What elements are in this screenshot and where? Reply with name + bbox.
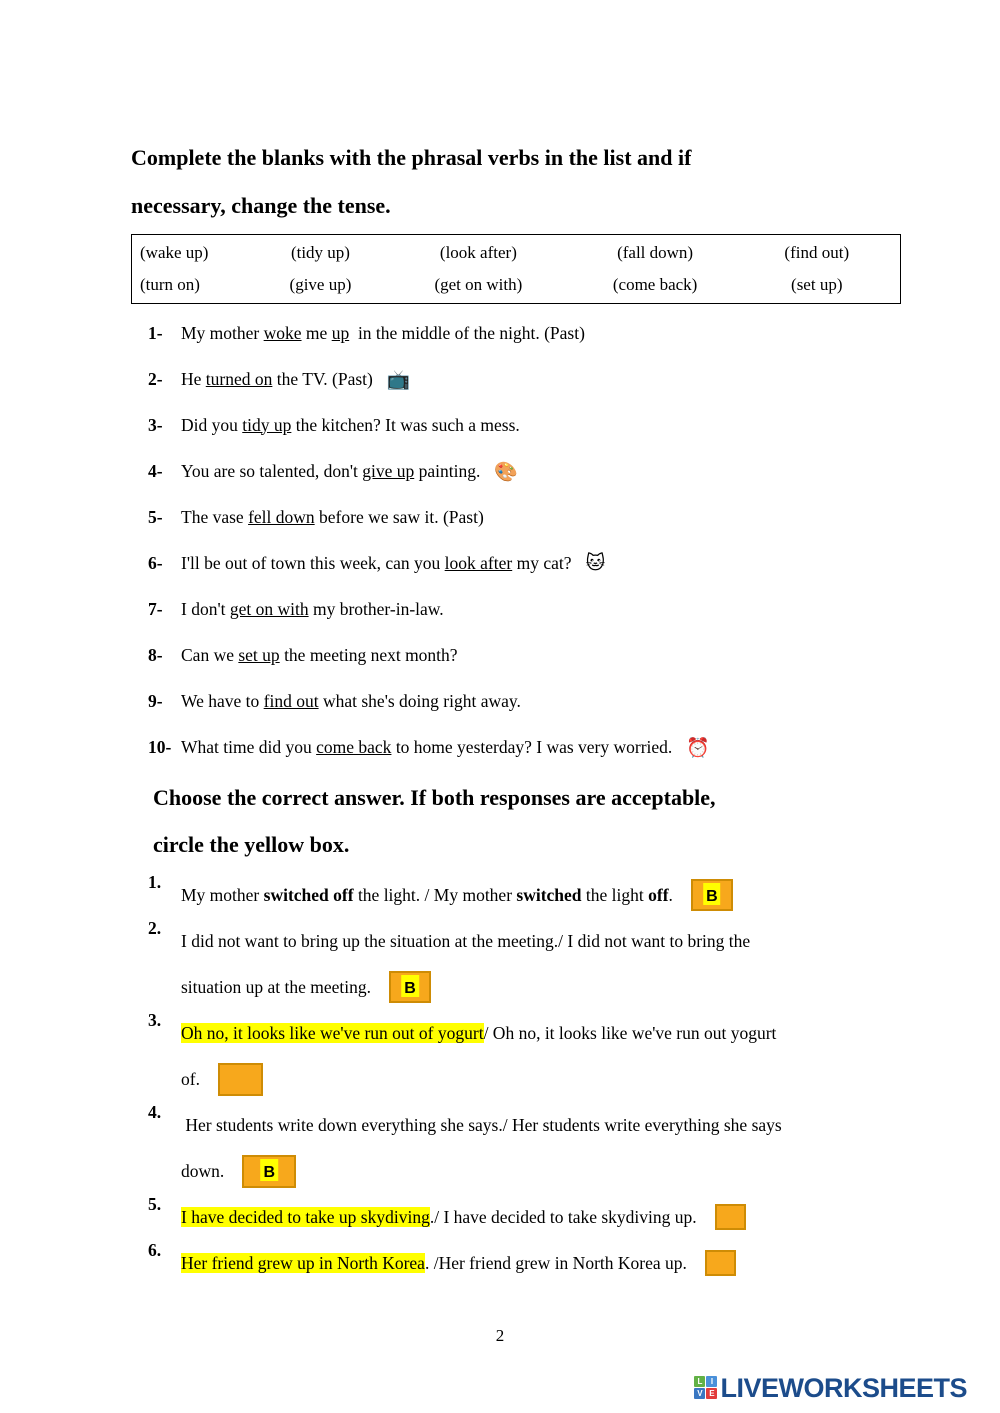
- exercise2-item: [131, 1240, 901, 1286]
- logo-square-v: V: [694, 1388, 705, 1399]
- sentence-text: my brother-in-law.: [308, 598, 444, 619]
- exercise2-item: [131, 1194, 901, 1240]
- highlighted-answer: Oh no, it looks like we've run out of yogurt: [181, 1022, 484, 1043]
- sentence-text: We have to: [181, 690, 264, 711]
- answer-box-label: B: [260, 1159, 278, 1181]
- item-number: 5.: [148, 1194, 162, 1214]
- exercise1-item: [131, 540, 901, 586]
- answer-box[interactable]: [218, 1063, 263, 1096]
- item-body: [181, 872, 901, 918]
- item-sentence: [181, 931, 750, 952]
- word-bank-row: [140, 237, 892, 269]
- word-bank-item: (wake up): [140, 243, 209, 262]
- sentence-text: the light: [581, 884, 649, 905]
- word-bank-item: (tidy up): [290, 243, 350, 262]
- underlined-phrasal-verb: turned on: [205, 368, 273, 389]
- sentence-text: situation up at the meeting.: [181, 976, 372, 997]
- underlined-phrasal-verb: fell down: [248, 506, 315, 527]
- sentence-text: .: [668, 884, 673, 905]
- sentence-text: in the middle of the night. (Past): [349, 322, 585, 343]
- sentence-text: My mother: [181, 322, 264, 343]
- item-number: 9-: [148, 690, 163, 711]
- item-sentence: [181, 1161, 224, 1182]
- sentence-text: . /Her friend grew in North Korea up.: [424, 1252, 687, 1273]
- word-bank-item: (find out): [784, 243, 850, 262]
- answer-box[interactable]: [242, 1155, 296, 1188]
- exercise1-item: [131, 724, 901, 770]
- item-line: [181, 1194, 901, 1240]
- exercise2-title-line2: circle the yellow box.: [153, 832, 350, 857]
- worksheet-content: [131, 134, 901, 1286]
- alarm-clock-emoji: ⏰: [686, 736, 710, 759]
- item-body: [181, 1240, 901, 1286]
- sentence-text: I did not want to bring up the situation at the meeting./ I did not want to bring the: [181, 930, 751, 951]
- item-line: [181, 918, 901, 964]
- answer-box-label: B: [703, 883, 721, 905]
- answer-box[interactable]: [389, 971, 431, 1003]
- item-number: 2-: [148, 368, 163, 389]
- sentence-text: I'll be out of town this week, can you: [181, 552, 445, 573]
- item-number: 1-: [148, 322, 163, 343]
- sentence-text: to home yesterday? I was very worried.: [391, 736, 673, 757]
- sentence-text: of.: [181, 1068, 200, 1089]
- sentence-text: Can we: [181, 644, 239, 665]
- word-bank-item: (get on with): [434, 275, 523, 294]
- exercise1-item: [131, 356, 901, 402]
- item-sentence: [181, 1207, 697, 1228]
- liveworksheets-logo-icon: [694, 1376, 717, 1399]
- item-sentence: [181, 461, 480, 482]
- word-bank-item: (give up): [289, 275, 352, 294]
- exercise2-title-line1: Choose the correct answer. If both responses are acceptable,: [153, 785, 716, 810]
- sentence-text: The vase: [181, 506, 249, 527]
- item-sentence: [181, 1253, 687, 1274]
- exercise1-item: [131, 402, 901, 448]
- sentence-text: the light. / My mother: [353, 884, 517, 905]
- liveworksheets-logo-text: LIVEWORKSHEETS: [720, 1373, 967, 1403]
- sentence-text: He: [181, 368, 206, 389]
- logo-square-e: E: [706, 1388, 717, 1399]
- sentence-text: down.: [181, 1160, 225, 1181]
- logo-square-l: L: [694, 1376, 705, 1387]
- item-sentence: [181, 885, 673, 906]
- underlined-phrasal-verb: get on with: [229, 598, 309, 619]
- exercise2-list: [131, 872, 901, 1286]
- exercise1-item: [131, 310, 901, 356]
- underlined-phrasal-verb: woke: [263, 322, 302, 343]
- item-number: 10-: [148, 736, 172, 757]
- underlined-phrasal-verb: look after: [444, 552, 513, 573]
- item-line: [181, 1240, 901, 1286]
- sentence-text: my cat?: [512, 552, 572, 573]
- item-body: [181, 1102, 901, 1194]
- exercise2-title: [131, 774, 901, 868]
- item-line: [181, 964, 901, 1010]
- item-sentence: [181, 553, 571, 574]
- answer-box[interactable]: [705, 1250, 736, 1276]
- sentence-text: before we saw it. (Past): [314, 506, 484, 527]
- exercise1-list: [131, 310, 901, 770]
- liveworksheets-logo: [694, 1373, 967, 1403]
- sentence-text: Her students write down everything she says./ Her students write everything she says: [181, 1114, 782, 1135]
- item-body: [181, 918, 901, 1010]
- exercise2-item: [131, 918, 901, 1010]
- exercise1-title: [131, 134, 901, 230]
- exercise2-item: [131, 1010, 901, 1102]
- exercise1-title-line1: Complete the blanks with the phrasal verbs in the list and if: [131, 145, 692, 170]
- underlined-phrasal-verb: up: [331, 322, 350, 343]
- sentence-text: painting.: [414, 460, 481, 481]
- sentence-text: I don't: [181, 598, 230, 619]
- page-number: 2: [495, 1326, 505, 1345]
- word-bank-item: (set up): [791, 275, 843, 294]
- word-bank-item: (turn on): [140, 275, 200, 294]
- exercise1-title-line2: necessary, change the tense.: [131, 193, 391, 218]
- item-sentence: [181, 977, 371, 998]
- item-sentence: [181, 691, 521, 712]
- word-bank-item: (look after): [439, 243, 517, 262]
- item-number: 4-: [148, 460, 163, 481]
- item-line: [181, 872, 901, 918]
- item-line: [181, 1102, 901, 1148]
- word-bank-item: (fall down): [617, 243, 694, 262]
- exercise1-item: [131, 632, 901, 678]
- item-sentence: [181, 507, 484, 528]
- item-number: 2.: [148, 918, 162, 938]
- answer-box-label: B: [401, 975, 419, 997]
- item-number: 3-: [148, 414, 163, 435]
- sentence-text: You are so talented, don't: [181, 460, 363, 481]
- sentence-text: me: [301, 322, 332, 343]
- answer-box[interactable]: [691, 879, 733, 911]
- cat-emoji: 🐱: [585, 552, 606, 574]
- item-number: 8-: [148, 644, 163, 665]
- underlined-phrasal-verb: find out: [263, 690, 319, 711]
- item-sentence: [181, 369, 373, 390]
- sentence-text: My mother: [181, 884, 264, 905]
- exercise1-item: [131, 448, 901, 494]
- sentence-text: switched: [516, 884, 582, 905]
- underlined-phrasal-verb: give up: [362, 460, 415, 481]
- item-sentence: [181, 1023, 776, 1044]
- item-sentence: [181, 737, 672, 758]
- item-sentence: [181, 1069, 200, 1090]
- word-bank-item: (come back): [612, 275, 698, 294]
- logo-square-i: I: [706, 1376, 717, 1387]
- exercise2-item: [131, 872, 901, 918]
- highlighted-answer: Her friend grew up in North Korea: [181, 1252, 425, 1273]
- item-number: 1.: [148, 872, 162, 892]
- sentence-text: What time did you: [181, 736, 317, 757]
- item-line: [181, 1010, 901, 1056]
- answer-box[interactable]: [715, 1204, 746, 1230]
- item-sentence: [181, 415, 520, 436]
- palette-emoji: 🎨: [494, 460, 519, 483]
- sentence-text: / Oh no, it looks like we've run out yogurt: [483, 1022, 777, 1043]
- sentence-text: ./ I have decided to take skydiving up.: [429, 1206, 697, 1227]
- underlined-phrasal-verb: tidy up: [242, 414, 292, 435]
- word-bank-row: [140, 269, 892, 301]
- sentence-text: off: [648, 884, 669, 905]
- item-number: 3.: [148, 1010, 162, 1030]
- item-sentence: [181, 645, 458, 666]
- item-number: 5-: [148, 506, 163, 527]
- exercise1-item: [131, 494, 901, 540]
- item-line: [181, 1148, 901, 1194]
- item-body: [181, 1010, 901, 1102]
- sentence-text: the kitchen? It was such a mess.: [291, 414, 520, 435]
- word-bank: [131, 234, 901, 304]
- highlighted-answer: I have decided to take up skydiving: [181, 1206, 430, 1227]
- exercise1-item: [131, 586, 901, 632]
- exercise1-item: [131, 678, 901, 724]
- item-number: 4.: [148, 1102, 162, 1122]
- item-number: 7-: [148, 598, 163, 619]
- sentence-text: the meeting next month?: [279, 644, 458, 665]
- item-sentence: [181, 1115, 782, 1136]
- underlined-phrasal-verb: set up: [238, 644, 280, 665]
- exercise2-item: [131, 1102, 901, 1194]
- tv-emoji: 📺: [386, 368, 411, 391]
- sentence-text: the TV. (Past): [272, 368, 373, 389]
- sentence-text: switched off: [263, 884, 354, 905]
- underlined-phrasal-verb: come back: [316, 736, 392, 757]
- item-number: 6-: [148, 552, 163, 573]
- item-sentence: [181, 599, 444, 620]
- sentence-text: what she's doing right away.: [318, 690, 521, 711]
- item-number: 6.: [148, 1240, 162, 1260]
- item-sentence: [181, 323, 585, 344]
- sentence-text: Did you: [181, 414, 243, 435]
- item-body: [181, 1194, 901, 1240]
- item-line: [181, 1056, 901, 1102]
